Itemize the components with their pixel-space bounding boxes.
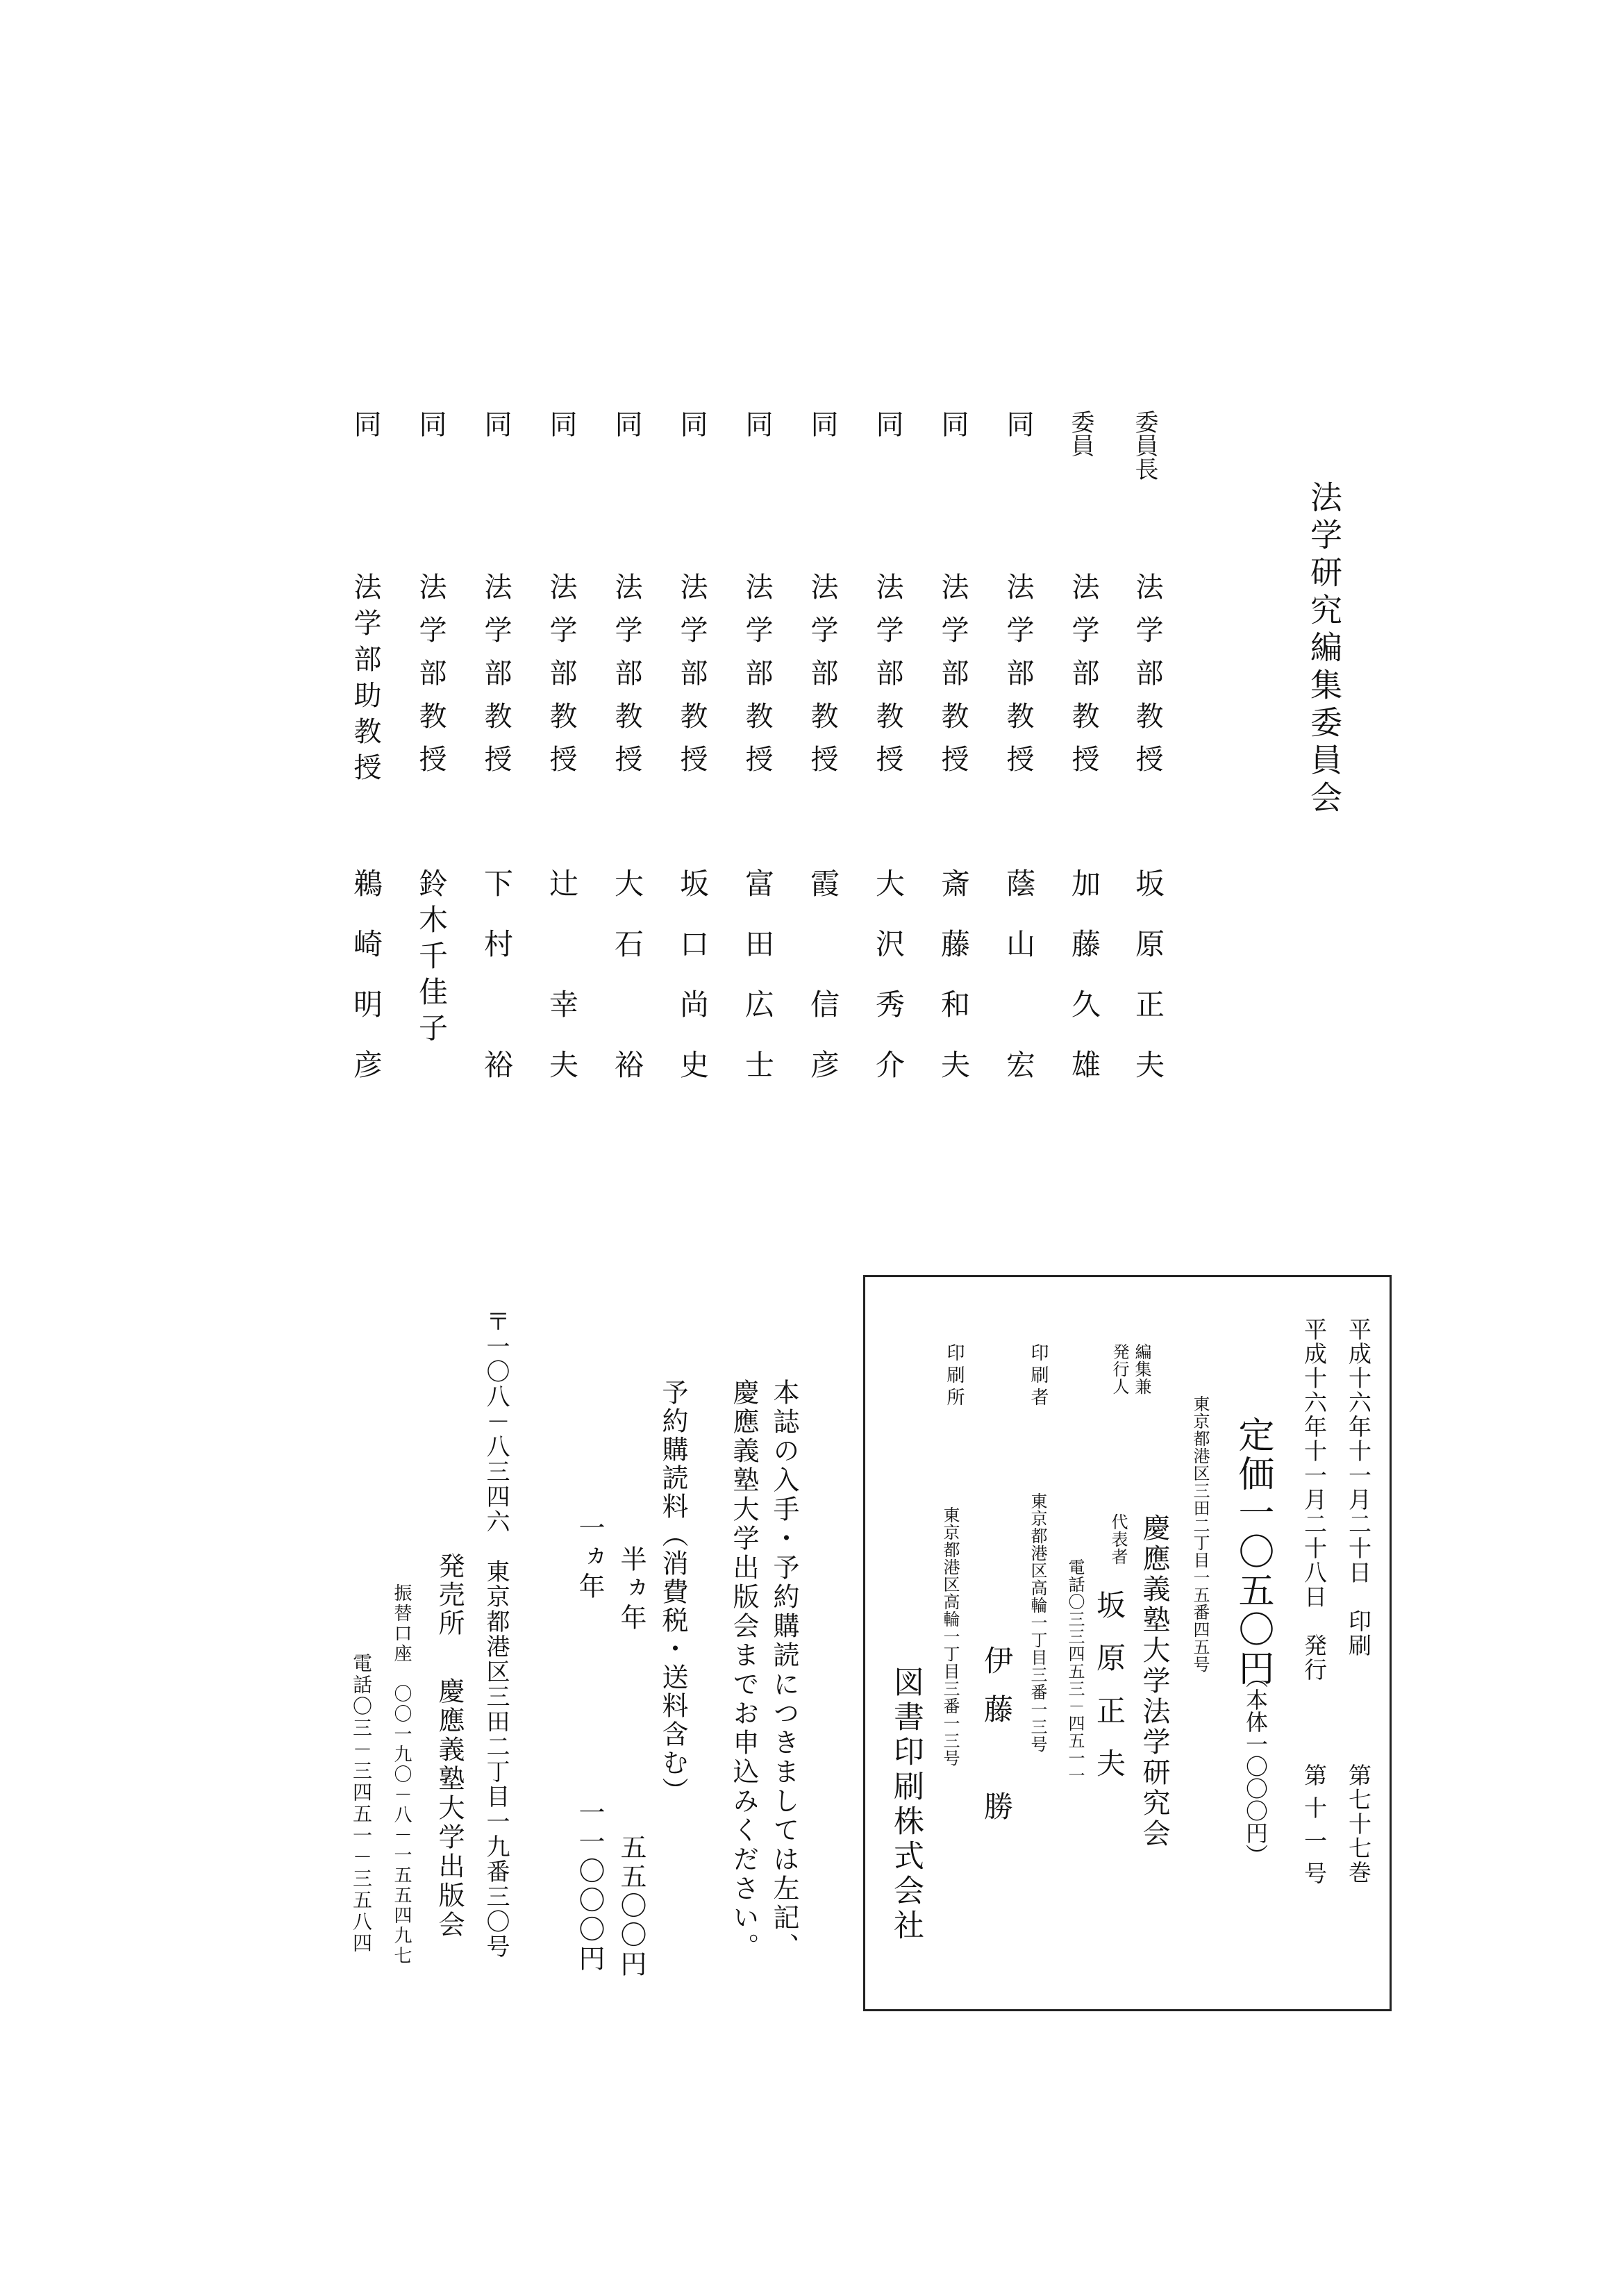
price-note: （本体一〇〇〇円） bbox=[1242, 1666, 1269, 1866]
committee-title: 法学研究編集委員会 bbox=[1306, 481, 1343, 818]
sales-org: 慶應義塾大学出版会 bbox=[434, 1677, 465, 1940]
sales-label: 発売所 bbox=[434, 1552, 465, 1638]
member-role: 同 bbox=[349, 410, 381, 438]
issue: 第十一号 bbox=[1301, 1763, 1328, 1894]
editor-address: 東京都港区三田二丁目一五番四五号 bbox=[1190, 1395, 1210, 1673]
member-column bbox=[872, 410, 914, 1139]
price: 定価一〇五〇円 bbox=[1232, 1416, 1274, 1688]
member-role: 委員長 bbox=[1131, 410, 1158, 481]
member-name: 鵜崎明彦 bbox=[349, 868, 383, 1110]
editor-label: 編集兼 bbox=[1132, 1343, 1151, 1395]
member-name: 下村 裕 bbox=[480, 868, 514, 1110]
member-position: 法学部教授 bbox=[1131, 572, 1163, 788]
member-column bbox=[676, 410, 718, 1139]
printhouse-label: 印刷所 bbox=[944, 1343, 965, 1410]
postal-address: 〒一〇八－八三四六 東京都港区三田二丁目一九番三〇号 bbox=[482, 1309, 510, 1959]
member-column bbox=[611, 410, 653, 1139]
member-name: 蔭山 宏 bbox=[1002, 868, 1036, 1110]
member-position: 法学部教授 bbox=[806, 572, 838, 788]
member-column bbox=[937, 410, 979, 1139]
member-role: 同 bbox=[806, 410, 838, 438]
member-position: 法学部助教授 bbox=[349, 572, 381, 789]
member-position: 法学部教授 bbox=[415, 572, 447, 788]
member-column bbox=[1068, 410, 1110, 1139]
half-year-price: 五五〇〇円 bbox=[616, 1833, 647, 1979]
member-column bbox=[742, 410, 783, 1139]
member-name: 辻 幸夫 bbox=[545, 868, 579, 1110]
member-name: 霞 信彦 bbox=[806, 868, 840, 1110]
subscription-title: 予約購読料（消費税・送料含む） bbox=[658, 1379, 688, 1806]
full-year-price: 一一〇〇〇円 bbox=[574, 1799, 605, 1974]
member-column bbox=[350, 410, 392, 1139]
printhouse-name: 図書印刷株式会社 bbox=[888, 1666, 924, 1944]
member-name: 斎藤和夫 bbox=[937, 868, 971, 1110]
member-role: 同 bbox=[741, 410, 773, 438]
member-name: 鈴木千佳子 bbox=[415, 868, 449, 1049]
colophon-box bbox=[863, 1275, 1392, 2011]
member-position: 法学部教授 bbox=[676, 572, 708, 788]
printhouse-address: 東京都港区高輪一丁目三番一三号 bbox=[940, 1506, 960, 1767]
member-position: 法学部教授 bbox=[480, 572, 512, 788]
member-role: 同 bbox=[610, 410, 642, 438]
publish-date: 平成十六年十一月二十八日 発行 bbox=[1301, 1317, 1328, 1682]
member-position: 法学部教授 bbox=[937, 572, 969, 788]
member-name: 大沢秀介 bbox=[871, 868, 906, 1110]
member-role: 同 bbox=[937, 410, 969, 438]
member-role: 同 bbox=[676, 410, 708, 438]
member-column bbox=[415, 410, 457, 1139]
member-role: 同 bbox=[415, 410, 447, 438]
member-column bbox=[1132, 410, 1174, 1139]
notice-line2: 慶應義塾大学出版会までお申込みください。 bbox=[728, 1379, 759, 1962]
member-name: 坂口尚史 bbox=[676, 868, 710, 1110]
member-position: 法学部教授 bbox=[871, 572, 903, 788]
rep-label: 代表者 bbox=[1108, 1513, 1128, 1565]
member-role: 同 bbox=[545, 410, 577, 438]
member-name: 富田広士 bbox=[741, 868, 775, 1110]
member-column bbox=[1003, 410, 1044, 1139]
volume: 第七十七巻 bbox=[1345, 1763, 1372, 1885]
member-position: 法学部教授 bbox=[741, 572, 773, 788]
member-position: 法学部教授 bbox=[1067, 572, 1099, 788]
full-year-label: 一ヵ年 bbox=[574, 1514, 605, 1602]
member-role: 委員 bbox=[1067, 410, 1094, 457]
rep-name: 坂原正夫 bbox=[1092, 1590, 1126, 1801]
member-position: 法学部教授 bbox=[545, 572, 577, 788]
phone: 電話〇三－三四五一－三五八四 bbox=[350, 1653, 373, 1954]
printer-label: 印刷者 bbox=[1028, 1343, 1049, 1410]
member-role: 同 bbox=[871, 410, 903, 438]
member-column bbox=[546, 410, 587, 1139]
member-role: 同 bbox=[480, 410, 512, 438]
printer-name: 伊藤 勝 bbox=[980, 1645, 1014, 1840]
member-name: 坂原正夫 bbox=[1131, 868, 1165, 1110]
member-position: 法学部教授 bbox=[1002, 572, 1034, 788]
member-role: 同 bbox=[1002, 410, 1034, 438]
member-name: 大石 裕 bbox=[610, 868, 644, 1110]
printer-address: 東京都港区高輪一丁目三番一三号 bbox=[1028, 1492, 1047, 1753]
half-year-label: 半ヵ年 bbox=[616, 1545, 647, 1633]
publisher-label: 発行人 bbox=[1110, 1343, 1129, 1395]
editor-phone: 電話〇三三四五三－四五一一 bbox=[1065, 1558, 1085, 1784]
member-name: 加藤久雄 bbox=[1067, 868, 1101, 1110]
member-column bbox=[807, 410, 849, 1139]
editor-org: 慶應義塾大学法学研究会 bbox=[1138, 1513, 1170, 1849]
print-date: 平成十六年十一月二十日 印刷 bbox=[1345, 1317, 1372, 1658]
transfer-account: 振替口座 〇〇一九〇－八－一五五四九七 bbox=[391, 1583, 412, 1966]
member-column bbox=[481, 410, 522, 1139]
notice-line1: 本誌の入手・予約購読につきましては左記、 bbox=[769, 1379, 799, 1962]
member-position: 法学部教授 bbox=[610, 572, 642, 788]
